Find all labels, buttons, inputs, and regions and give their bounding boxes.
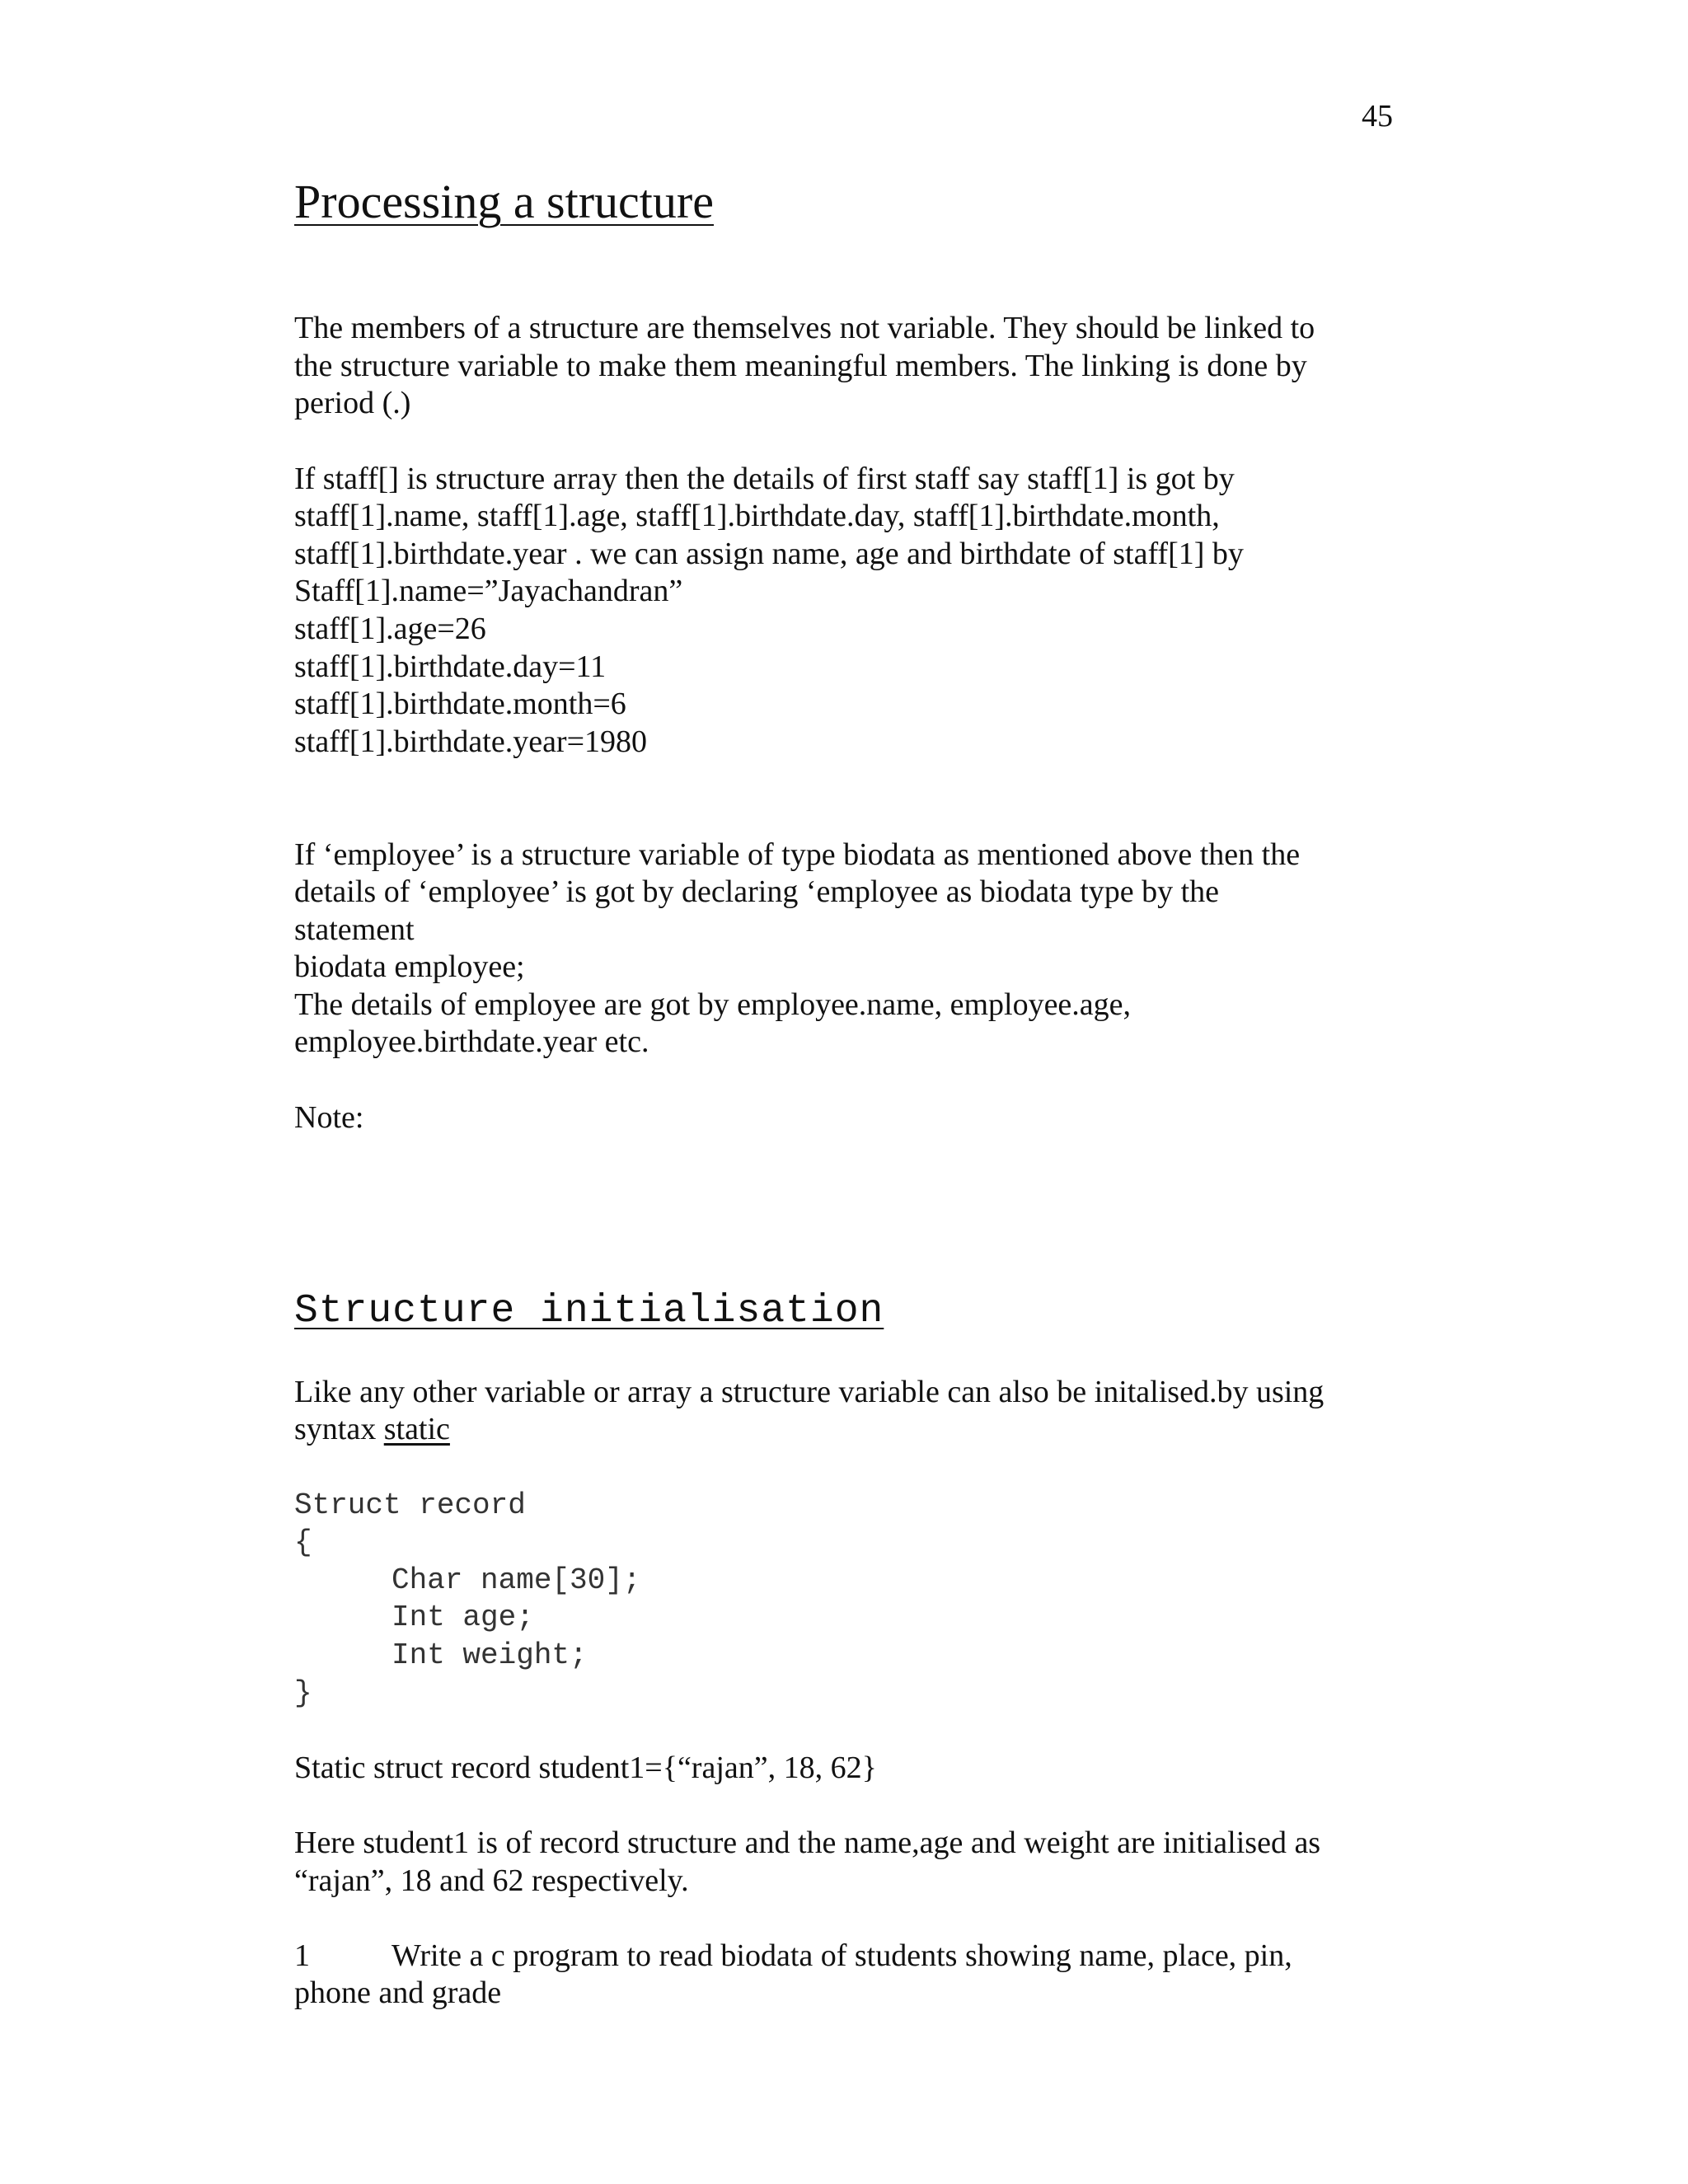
- text-line: employee.birthdate.year etc.: [294, 1024, 649, 1060]
- text-line: staff[1].birthdate.year . we can assign name, age and birthdate of staff[1] by: [294, 536, 1244, 571]
- text-line: staff[1].age=26: [294, 611, 486, 646]
- text-line: staff[1].name, staff[1].age, staff[1].birthdate.day, staff[1].birthdate.month,: [294, 499, 1220, 534]
- text-line: staff[1].birthdate.year=1980: [294, 724, 648, 759]
- exercise-item: [294, 1938, 1390, 2013]
- text-line: Here student1 is of record structure and the name,age and weight are initialised as: [294, 1825, 1321, 1860]
- code-line: }: [294, 1675, 312, 1710]
- example-statement: Static struct record student1={“rajan”, 18, 62}: [294, 1750, 877, 1785]
- code-line: {: [294, 1526, 312, 1560]
- spacer: [294, 1062, 1390, 1099]
- text-line: staff[1].birthdate.month=6: [294, 687, 626, 722]
- text-line: Staff[1].name=”Jayachandran”: [294, 574, 683, 609]
- text-line: biodata employee;: [294, 949, 525, 985]
- paragraph-linking-members: [294, 310, 1390, 423]
- text-line: period (.): [294, 386, 411, 421]
- text-line: If ‘employee’ is a structure variable of type biodata as mentioned above then the: [294, 837, 1301, 872]
- code-line: Char name[30];: [392, 1563, 641, 1597]
- underlined-keyword-static: static: [383, 1412, 450, 1447]
- code-block-struct-record: [294, 1487, 1390, 1713]
- text-line: staff[1].birthdate.day=11: [294, 649, 607, 684]
- text-line: If staff[] is structure array then the details of first staff say staff[1] is got by: [294, 461, 1235, 496]
- spacer: [294, 1336, 1390, 1374]
- code-line: Int weight;: [392, 1638, 588, 1672]
- text-line: [294, 1411, 1390, 1449]
- text-line: “rajan”, 18 and 62 respectively.: [294, 1863, 689, 1898]
- code-line: Int age;: [392, 1601, 534, 1635]
- spacer: [294, 1449, 1390, 1487]
- paragraph-explanation: [294, 1825, 1390, 1900]
- page-number: 45: [1362, 99, 1393, 134]
- note-label: Note:: [294, 1099, 364, 1135]
- text-line: statement: [294, 912, 415, 947]
- spacer: [294, 761, 1390, 836]
- exercise-text: Write a c program to read biodata of students showing name, place, pin,: [392, 1938, 1292, 1973]
- section-title-processing-structure: Processing a structure: [294, 175, 714, 228]
- text-line: The members of a structure are themselves not variable. They should be linked to: [294, 311, 1315, 346]
- section-title-structure-initialisation: Structure initialisation: [294, 1289, 884, 1334]
- document-content: [294, 169, 1390, 2013]
- paragraph-employee-variable: [294, 837, 1390, 1062]
- exercise-number: 1: [294, 1938, 310, 1973]
- spacer: [294, 1787, 1390, 1825]
- exercise-line: [294, 1938, 1390, 1975]
- exercise-line: phone and grade: [294, 1975, 502, 2011]
- text-line: the structure variable to make them meaningful members. The linking is done by: [294, 348, 1307, 383]
- spacer: [294, 235, 1390, 310]
- text-line: details of ‘employee’ is got by declaring ‘employee as biodata type by the: [294, 874, 1220, 910]
- text-line: Like any other variable or array a structure variable can also be initalised.by using: [294, 1374, 1325, 1409]
- text-line: The details of employee are got by employee.name, employee.age,: [294, 987, 1132, 1022]
- paragraph-initialisation-intro: [294, 1374, 1390, 1449]
- spacer: [294, 1900, 1390, 1938]
- paragraph-staff-array: [294, 461, 1390, 762]
- spacer: [294, 1712, 1390, 1750]
- spacer: [294, 1137, 1390, 1286]
- spacer: [294, 423, 1390, 461]
- code-line: Struct record: [294, 1488, 526, 1522]
- text-fragment: syntax: [294, 1412, 384, 1447]
